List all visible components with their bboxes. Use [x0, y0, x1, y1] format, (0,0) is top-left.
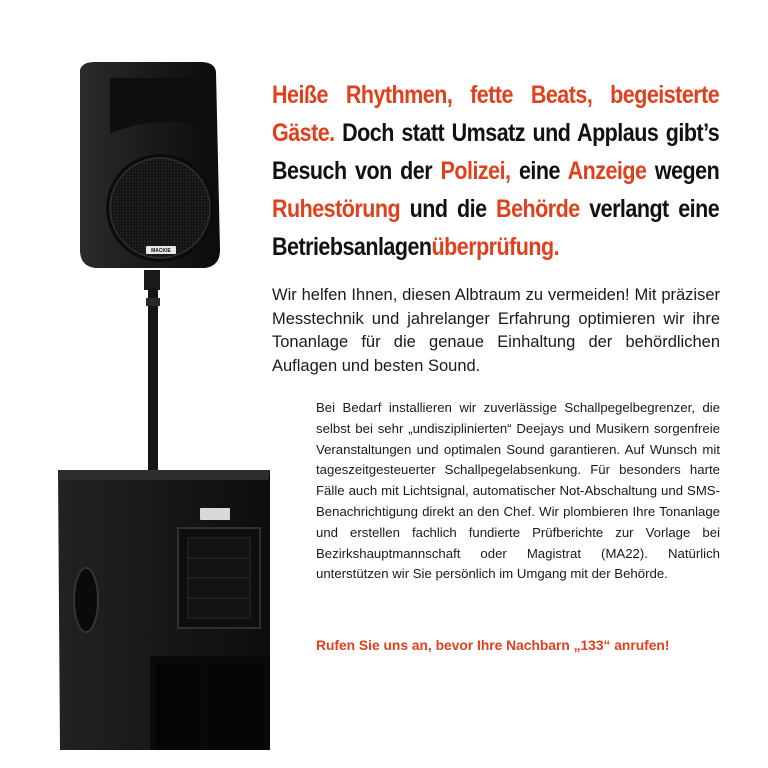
headline-text: eine	[510, 157, 568, 185]
body-paragraph: Bei Bedarf installieren wir zuverlässige Schallpegelbegrenzer, die selbst bei sehr „undisziplinierten“ Deejays und Musikern sorgenfreie Veranstaltungen und optimalen Sound garantieren. Auf Wunsch mit tageszeitgesteuerter Schallpegelabsenkung. Für besonders harte Fälle auch mit Lichtsignal, automatischer Not-Abschaltung und SMS-Benachrichtigung direkt an den Chef. Wir plombieren Ihre Tonanlage und erstellen fachlich fundierte Prüfberichte zur Vorlage bei Bezirkshauptmannschaft oder Magistrat (MA22). Natürlich unterstützen wir Sie persönlich im Umgang mit der Behörde.	[316, 400, 720, 582]
headline-highlight: Ruhestörung	[272, 195, 401, 223]
headline-text: wegen	[646, 157, 720, 185]
brand-logo: MACKIE	[151, 248, 171, 254]
top-speaker	[80, 62, 220, 268]
headline-highlight: überprüfung.	[431, 233, 560, 261]
call-to-action: Rufen Sie uns an, bevor Ihre Nachbarn „133“ anrufen!	[316, 638, 670, 653]
headline	[272, 76, 719, 266]
speaker-system-image	[50, 60, 280, 760]
headline-highlight: Polizei,	[440, 157, 511, 185]
headline-highlight: Heiße Rhythmen, fette Beats, begeisterte Gäste.	[272, 81, 720, 147]
headline-text: Doch statt Umsatz und Applaus gibt’s Besuch von der	[272, 119, 720, 185]
headline-text: und die	[400, 195, 497, 223]
headline-highlight: Anzeige	[567, 157, 647, 185]
speaker-pole	[144, 270, 160, 478]
headline-highlight: Behörde	[496, 195, 580, 223]
intro-paragraph: Wir helfen Ihnen, diesen Albtraum zu vermeiden! Mit präziser Messtechnik und jahrelanger Erfahrung optimieren wir ihre Tonanlage für die genaue Einhaltung der behördlichen Auflagen und besten Sound.	[272, 286, 720, 375]
headline-text: verlangt eine Betriebsanlagen	[272, 195, 720, 261]
subwoofer	[58, 470, 270, 750]
